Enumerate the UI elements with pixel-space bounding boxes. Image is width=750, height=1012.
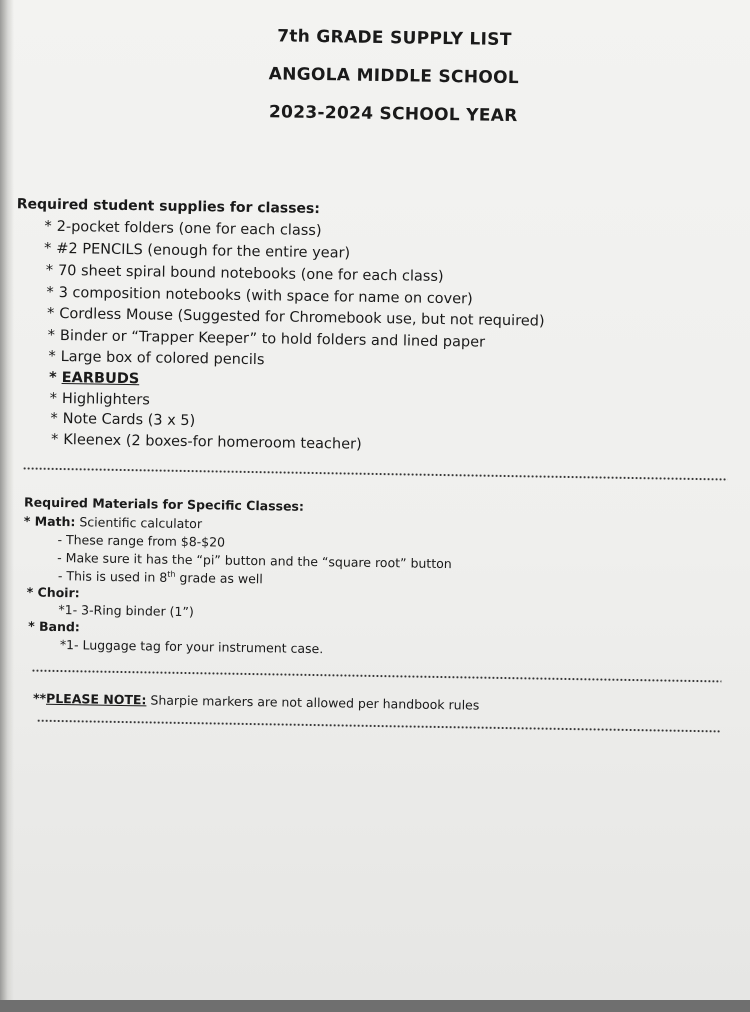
bullet: * <box>50 410 58 427</box>
title-grade: 7th GRADE SUPPLY LIST <box>277 26 512 51</box>
supply-item <box>44 219 321 239</box>
bullet: * <box>46 284 54 301</box>
divider <box>37 719 721 734</box>
choir-label: * Choir: <box>26 584 80 601</box>
note-row <box>33 691 480 713</box>
math-detail: - Make sure it has the “pi” button and the “square root” button <box>57 549 452 572</box>
supply-text: Large box of colored pencils <box>60 348 265 369</box>
bullet: * <box>50 431 59 448</box>
bullet: * <box>46 305 55 322</box>
supply-text: Highlighters <box>61 391 151 409</box>
divider <box>31 669 721 684</box>
supply-text: #2 PENCILS (enough for the entire year) <box>56 240 351 262</box>
bullet: * <box>45 262 54 279</box>
required-supplies-heading: Required student supplies for classes: <box>16 196 321 218</box>
math-detail-text: - This is used in 8 <box>57 568 168 585</box>
supply-text: Note Cards (3 x 5) <box>62 411 196 430</box>
supply-text: Kleenex (2 boxes-for homeroom teacher) <box>63 432 362 453</box>
supply-item-earbuds <box>49 370 139 387</box>
supply-item <box>51 432 362 453</box>
note-prefix: ** <box>32 690 47 706</box>
math-item: Scientific calculator <box>79 514 203 532</box>
math-detail: - These range from $8-$20 <box>57 531 226 550</box>
supply-item <box>46 285 473 308</box>
bullet: * <box>49 390 58 407</box>
supply-item <box>48 328 486 351</box>
title-year: 2023-2024 SCHOOL YEAR <box>268 102 518 127</box>
supply-item <box>50 391 150 409</box>
bullet: * <box>48 369 57 386</box>
note-label: PLEASE NOTE: <box>45 690 147 708</box>
bullet: * <box>47 327 56 344</box>
supply-text: Cordless Mouse (Suggested for Chromebook use, but not required) <box>59 305 545 330</box>
supply-text: 3 composition notebooks (with space for name on cover) <box>58 284 473 308</box>
math-detail-superscript: th <box>167 569 176 579</box>
supply-item <box>44 241 350 262</box>
math-detail <box>58 568 263 586</box>
supply-text: 70 sheet spiral bound notebooks (one for each class) <box>57 262 444 286</box>
note-text: Sharpie markers are not allowed per handbook rules <box>150 692 480 713</box>
supply-item <box>50 411 195 429</box>
band-item: *1- Luggage tag for your instrument case. <box>59 637 324 657</box>
supply-item <box>48 349 264 368</box>
math-detail-text: grade as well <box>175 569 263 587</box>
bullet: * <box>44 218 52 235</box>
divider <box>23 466 728 481</box>
title-school: ANGOLA MIDDLE SCHOOL <box>268 64 520 89</box>
supply-text: Binder or “Trapper Keeper” to hold folders and lined paper <box>59 327 486 351</box>
specific-classes-heading: Required Materials for Specific Classes: <box>24 494 305 514</box>
bullet: * <box>48 348 56 365</box>
math-row <box>24 513 202 531</box>
band-label: * Band: <box>28 618 80 635</box>
supply-text: 2-pocket folders (one for each class) <box>56 218 322 240</box>
supply-item <box>46 263 444 285</box>
choir-item: *1- 3-Ring binder (1”) <box>58 601 194 620</box>
supply-item <box>47 306 545 330</box>
math-label: * Math: <box>23 513 76 530</box>
supply-text: EARBUDS <box>61 370 140 388</box>
bullet: * <box>43 240 52 257</box>
